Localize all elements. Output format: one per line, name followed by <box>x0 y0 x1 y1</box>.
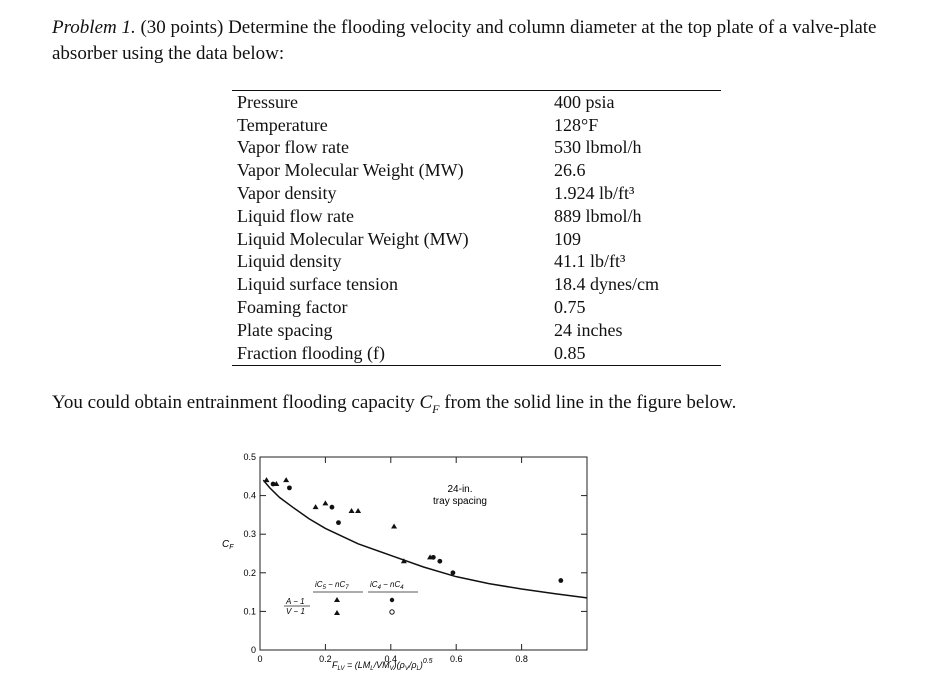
table-row <box>232 182 721 205</box>
problem-statement <box>52 15 892 67</box>
table-row <box>232 319 721 342</box>
y-axis-label: $C_F$ <box>222 539 234 551</box>
table-row <box>232 251 721 274</box>
data-point-circle <box>336 520 341 525</box>
x-tick-label: 0.2 <box>319 654 332 664</box>
intro-after: from the solid line in the figure below. <box>439 392 737 413</box>
row-value: 18.4 dynes/cm <box>554 274 659 295</box>
row-label: Temperature <box>237 114 328 135</box>
cf-symbol: C <box>419 392 433 413</box>
row-label: Liquid Molecular Weight (MW) <box>237 228 469 249</box>
table-row <box>232 159 721 182</box>
row-label: Liquid density <box>237 251 342 272</box>
row-label: Liquid surface tension <box>237 274 398 295</box>
row-label: Vapor Molecular Weight (MW) <box>237 160 464 181</box>
y-tick-label: 0.2 <box>243 567 256 578</box>
y-tick-label: 0 <box>250 645 256 655</box>
data-point-circle <box>330 505 335 510</box>
row-label: Fraction flooding (f) <box>237 342 385 363</box>
x-tick-label: 0.4 <box>384 654 398 664</box>
row-label: Liquid flow rate <box>237 205 354 226</box>
row-value: 128°F <box>554 114 599 135</box>
x-tick-label: 0 <box>257 654 263 664</box>
data-table <box>232 90 721 366</box>
row-label: Foaming factor <box>237 297 348 318</box>
row-value: 26.6 <box>554 160 586 181</box>
y-tick-label: 0.5 <box>243 452 256 462</box>
row-value: 889 lbmol/h <box>554 205 642 226</box>
row-label: Vapor density <box>237 183 337 204</box>
x-axis-label: $F_{LV} = (LM_L/VM_V)(\rho_V/\rho_L)^{0.5}$ <box>332 658 433 672</box>
row-label: Vapor flow rate <box>237 137 349 158</box>
intro-before: You could obtain entrainment flooding capacity <box>52 392 420 413</box>
legend-triangle-2 <box>334 610 340 615</box>
y-tick-label: 0.3 <box>243 529 256 540</box>
legend-triangle-1 <box>334 597 340 602</box>
data-point-triangle <box>264 477 270 482</box>
data-point-circle <box>437 559 442 564</box>
intro-sentence <box>52 392 736 417</box>
table-row <box>232 273 721 296</box>
legend-col2-label: $iC_4 - nC_4$ <box>370 580 404 591</box>
row-value: 0.75 <box>554 297 586 318</box>
data-point-triangle <box>391 523 397 528</box>
table-row <box>232 228 721 251</box>
curve-label-line2: tray spacing <box>433 496 487 507</box>
flooding-capacity-chart <box>220 440 600 683</box>
plot-frame <box>260 457 587 650</box>
table-row <box>232 205 721 228</box>
x-tick-label: 0.8 <box>515 654 528 664</box>
row-value: 24 inches <box>554 319 623 340</box>
data-point-triangle <box>322 500 328 505</box>
y-tick-label: 0.1 <box>243 606 256 617</box>
data-point-circle <box>558 578 563 583</box>
data-point-circle <box>287 485 292 490</box>
legend-ratio-top: A − 1 <box>286 597 305 606</box>
data-point-circle <box>271 482 276 487</box>
table-row <box>232 114 721 137</box>
flooding-curve <box>263 480 587 598</box>
legend-dot-filled <box>390 598 394 602</box>
data-point-triangle <box>349 508 355 513</box>
data-point-triangle <box>283 477 289 482</box>
row-value: 1.924 lb/ft³ <box>554 183 635 204</box>
data-point-triangle <box>355 508 361 513</box>
row-value: 0.85 <box>554 342 586 363</box>
legend-ratio-bottom: V − 1 <box>286 607 305 616</box>
row-value: 41.1 lb/ft³ <box>554 251 626 272</box>
problem-text: (30 points) Determine the flooding velocity and column diameter at the top plate of a valve-plate absorber using the data below: <box>52 17 877 64</box>
table-row <box>232 137 721 160</box>
legend-col1-label: $iC_5 - nC_7$ <box>315 580 349 591</box>
row-value: 109 <box>554 228 581 249</box>
data-point-circle <box>431 555 436 560</box>
curve-label-line1: 24-in. <box>447 484 473 495</box>
data-point-triangle <box>313 504 319 509</box>
legend-dot-open <box>390 610 394 614</box>
problem-label: Problem 1. <box>52 17 136 38</box>
y-tick-label: 0.4 <box>243 490 256 501</box>
x-tick-label: 0.6 <box>449 654 463 664</box>
data-point-circle <box>451 570 456 575</box>
table-row <box>232 342 721 365</box>
table-row <box>232 296 721 319</box>
row-value: 400 psia <box>554 91 615 112</box>
row-value: 530 lbmol/h <box>554 137 642 158</box>
row-label: Pressure <box>237 91 298 112</box>
cf-symbol-sub: F <box>432 401 440 416</box>
table-row <box>232 91 721 114</box>
row-label: Plate spacing <box>237 319 333 340</box>
